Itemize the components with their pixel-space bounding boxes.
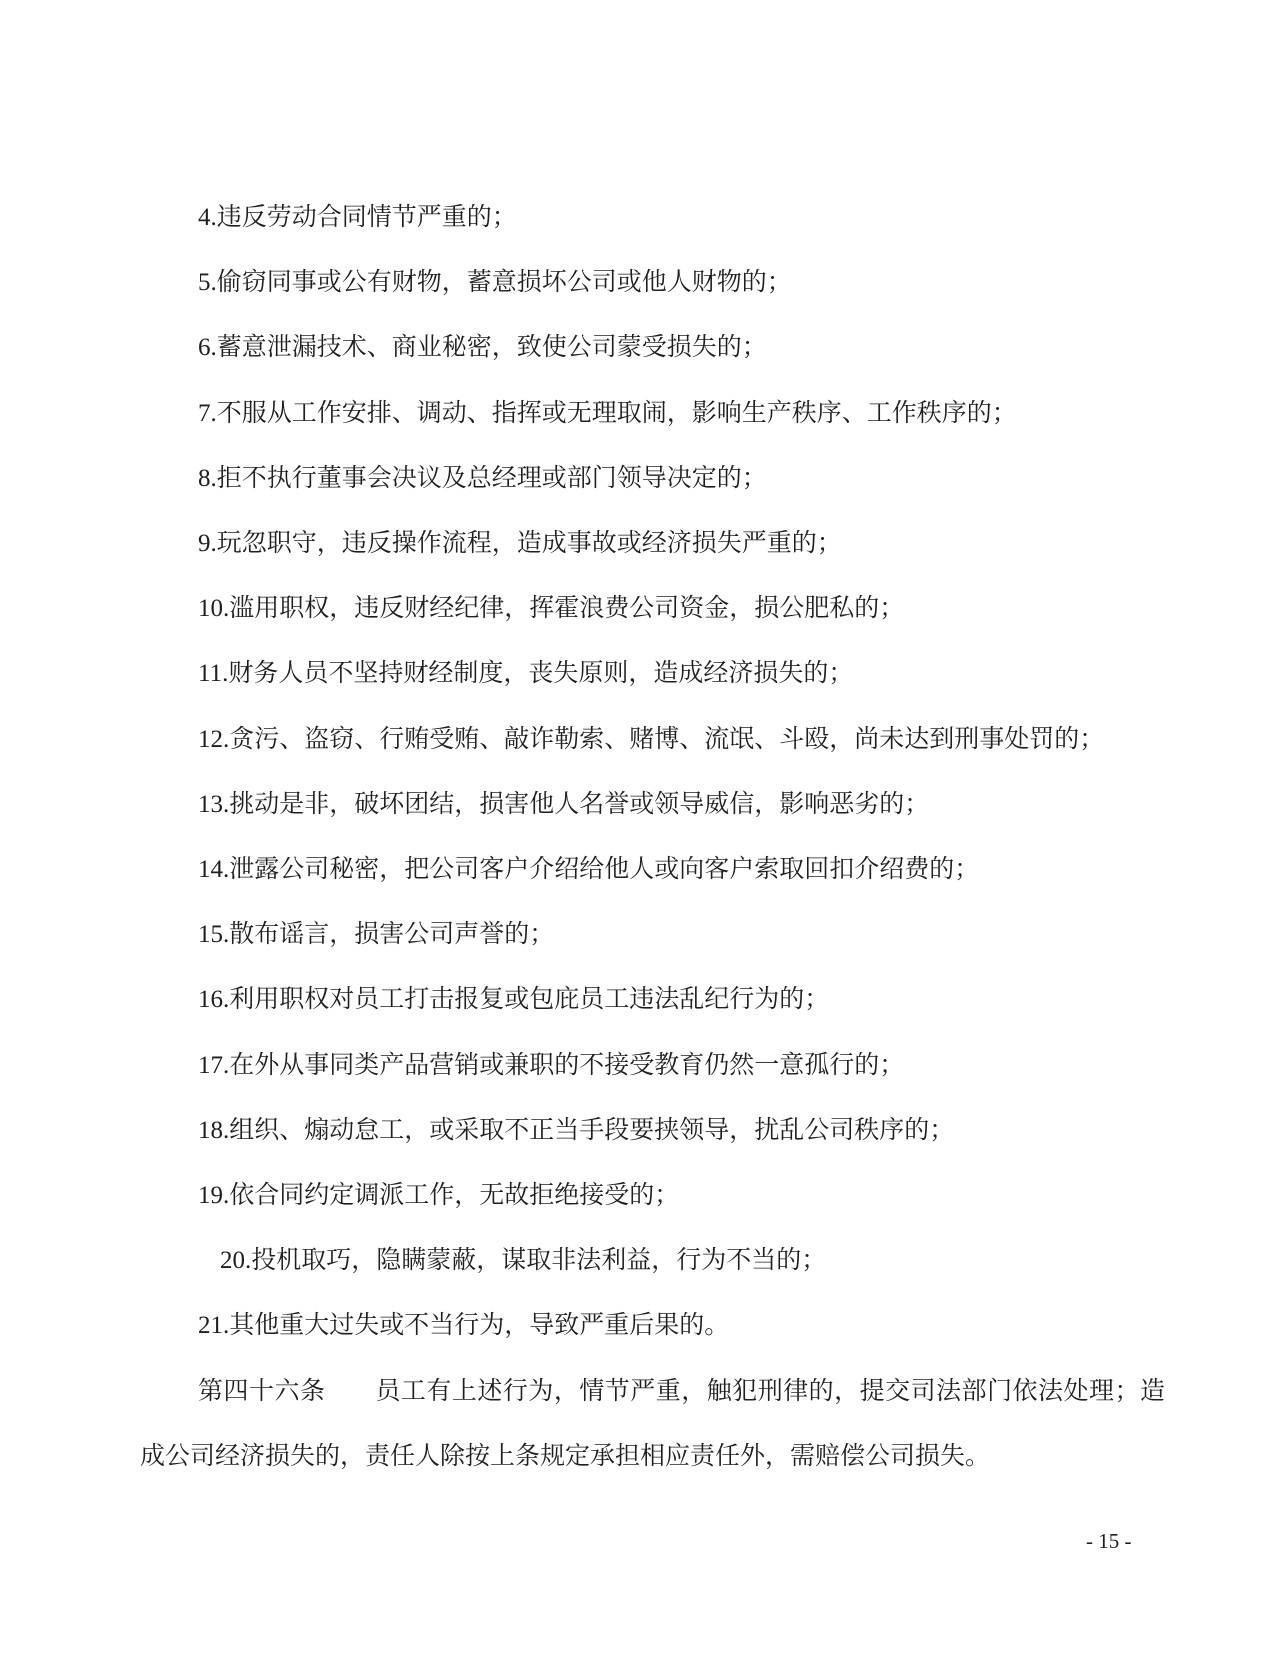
list-item-4: 4.违反劳动合同情节严重的；: [198, 204, 517, 231]
list-item-13: 13.挑动是非，破坏团结，损害他人名誉或领导威信，影响恶劣的；: [198, 790, 930, 818]
list-item-5: 5.偷窃同事或公有财物，蓄意损坏公司或他人财物的；: [198, 269, 792, 297]
list-item-17: 17.在外从事同类产品营销或兼职的不接受教育仍然一意孤行的；: [198, 1051, 905, 1079]
list-item-6: 6.蓄意泄漏技术、商业秘密，致使公司蒙受损失的；: [198, 334, 767, 362]
article-46-paragraph: [140, 1359, 1165, 1489]
document-content: [140, 185, 1165, 1489]
article-number: 第四十六条: [198, 1377, 326, 1405]
list-item-14: 14.泄露公司秘密，把公司客户介绍给他人或向客户索取回扣介绍费的；: [198, 856, 980, 884]
list-item-21: 21.其他重大过失或不当行为，导致严重后果的。: [198, 1312, 730, 1340]
list-item-12: 12.贪污、盗窃、行贿受贿、敲诈勒索、赌博、流氓、斗殴，尚未达到刑事处罚的；: [198, 725, 1105, 753]
list-item-8: 8.拒不执行董事会决议及总经理或部门领导决定的；: [198, 464, 767, 492]
list-item-11: 11.财务人员不坚持财经制度，丧失原则，造成经济损失的；: [198, 660, 854, 688]
list-item-16: 16.利用职权对员工打击报复或包庇员工违法乱纪行为的；: [198, 986, 830, 1014]
article-body: 员工有上述行为，情节严重，触犯刑律的，提交司法部门依法处理；造成公司经济损失的，责任人除按上条规定承担相应责任外，需赔偿公司损失。: [140, 1377, 1165, 1470]
page-number: - 15 -: [1086, 1529, 1132, 1553]
list-item-20: 20.投机取巧，隐瞒蒙蔽，谋取非法利益，行为不当的；: [220, 1247, 827, 1275]
list-item-9: 9.玩忽职守，违反操作流程，造成事故或经济损失严重的；: [198, 530, 842, 558]
list-item-10: 10.滥用职权，违反财经纪律，挥霍浪费公司资金，损公肥私的；: [198, 595, 905, 623]
list-item-7: 7.不服从工作安排、调动、指挥或无理取闹，影响生产秩序、工作秩序的；: [198, 399, 1017, 427]
list-item-15: 15.散布谣言，损害公司声誉的；: [198, 921, 555, 949]
list-item-19: 19.依合同约定调派工作，无故拒绝接受的；: [198, 1182, 680, 1210]
list-item-18: 18.组织、煽动怠工，或采取不正当手段要挟领导，扰乱公司秩序的；: [198, 1116, 955, 1144]
